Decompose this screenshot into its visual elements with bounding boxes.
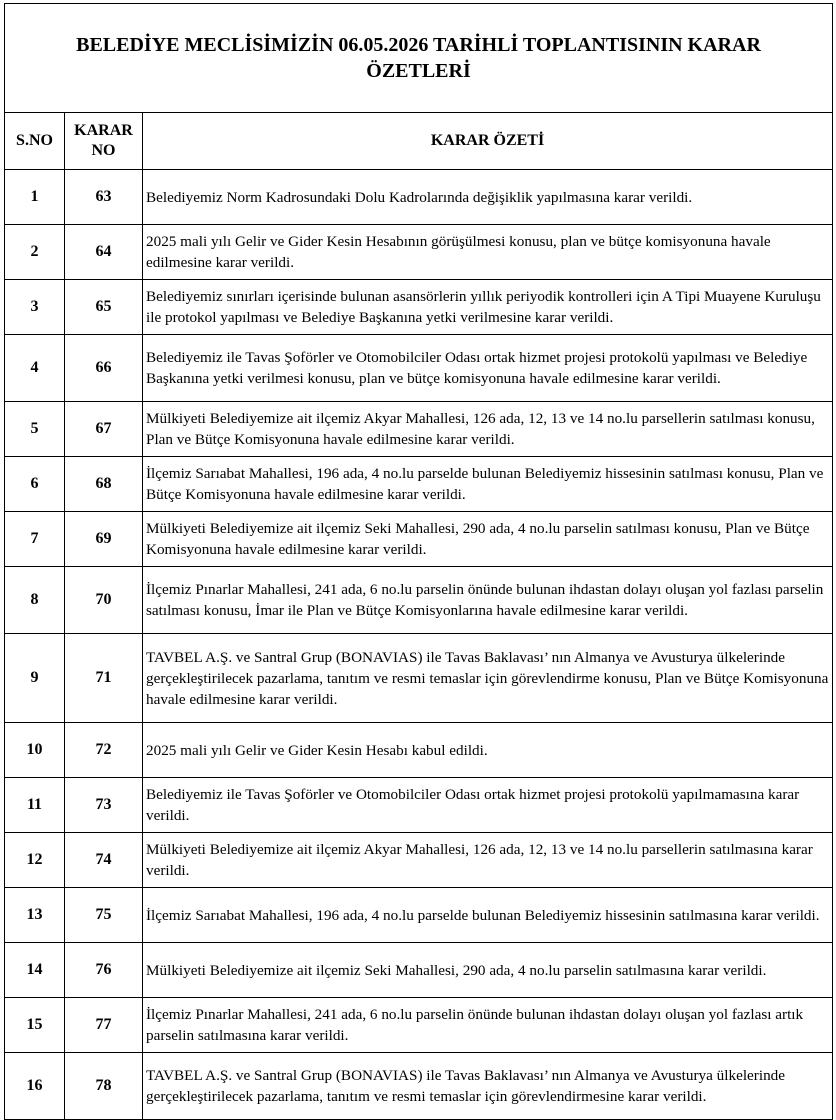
row-sno: 14 (5, 943, 65, 998)
row-karar-no: 70 (65, 567, 143, 634)
row-karar-no: 64 (65, 225, 143, 280)
table-row (5, 634, 833, 723)
row-karar-ozeti: İlçemiz Pınarlar Mahallesi, 241 ada, 6 no.lu parselin önünde bulunan ihdastan dolayı oluşan yol fazlası parselin satılması konusu, İmar ile Plan ve Bütçe Komisyonlarına havale edilmesine karar verildi. (143, 567, 833, 634)
table-row (5, 280, 833, 335)
row-karar-ozeti: İlçemiz Sarıabat Mahallesi, 196 ada, 4 no.lu parselde bulunan Belediyemiz hissesinin satılması konusu, Plan ve Bütçe Komisyonuna havale edilmesine karar verildi. (143, 457, 833, 512)
row-karar-no: 75 (65, 888, 143, 943)
row-karar-ozeti: İlçemiz Pınarlar Mahallesi, 241 ada, 6 no.lu parselin önünde bulunan ihdastan dolayı oluşan yol fazlası artık parselin satılmasına karar verildi. (143, 998, 833, 1053)
row-karar-ozeti: Mülkiyeti Belediyemize ait ilçemiz Akyar Mahallesi, 126 ada, 12, 13 ve 14 no.lu parsellerin satılması konusu, Plan ve Bütçe Komisyonuna havale edilmesine karar verildi. (143, 402, 833, 457)
row-sno: 11 (5, 778, 65, 833)
row-karar-no: 72 (65, 723, 143, 778)
row-sno: 13 (5, 888, 65, 943)
table-row (5, 457, 833, 512)
row-karar-no: 78 (65, 1053, 143, 1120)
row-karar-ozeti: Mülkiyeti Belediyemize ait ilçemiz Seki Mahallesi, 290 ada, 4 no.lu parselin satılmasına karar verildi. (143, 943, 833, 998)
table-row (5, 512, 833, 567)
row-karar-ozeti: Belediyemiz ile Tavas Şoförler ve Otomobilciler Odası ortak hizmet projesi protokolü yapılmamasına karar verildi. (143, 778, 833, 833)
row-karar-no: 76 (65, 943, 143, 998)
header-karar-no-line2: NO (91, 142, 116, 159)
table-row (5, 170, 833, 225)
table-row (5, 335, 833, 402)
row-sno: 3 (5, 280, 65, 335)
header-karar-ozeti: KARAR ÖZETİ (143, 113, 833, 170)
row-karar-no: 65 (65, 280, 143, 335)
row-karar-no: 63 (65, 170, 143, 225)
row-sno: 10 (5, 723, 65, 778)
header-row (5, 113, 833, 170)
row-karar-no: 68 (65, 457, 143, 512)
row-karar-ozeti: Mülkiyeti Belediyemize ait ilçemiz Seki Mahallesi, 290 ada, 4 no.lu parselin satılması konusu, Plan ve Bütçe Komisyonuna havale edilmesine karar verildi. (143, 512, 833, 567)
row-karar-no: 77 (65, 998, 143, 1053)
row-karar-ozeti: 2025 mali yılı Gelir ve Gider Kesin Hesabının görüşülmesi konusu, plan ve bütçe komisyonuna havale edilmesine karar verildi. (143, 225, 833, 280)
row-sno: 12 (5, 833, 65, 888)
table-row (5, 998, 833, 1053)
row-karar-ozeti: Belediyemiz sınırları içerisinde bulunan asansörlerin yıllık periyodik kontrolleri için A Tipi Muayene Kuruluşu ile protokol yapılması ve Belediye Başkanına yetki verilmesine karar verildi. (143, 280, 833, 335)
row-karar-ozeti: Mülkiyeti Belediyemize ait ilçemiz Akyar Mahallesi, 126 ada, 12, 13 ve 14 no.lu parsellerin satılmasına karar verildi. (143, 833, 833, 888)
title-row (5, 4, 833, 113)
row-karar-ozeti: TAVBEL A.Ş. ve Santral Grup (BONAVIAS) ile Tavas Baklavası’ nın Almanya ve Avusturya ülkelerinde gerçekleştirilecek pazarlama, tanıtım ve resmi temaslar için görevlendirme konusu, Plan ve Bütçe Komisyonuna havale edilmesine karar verildi. (143, 634, 833, 723)
row-sno: 6 (5, 457, 65, 512)
row-karar-no: 66 (65, 335, 143, 402)
table-row (5, 778, 833, 833)
table-row (5, 225, 833, 280)
table-row (5, 943, 833, 998)
table-row (5, 402, 833, 457)
row-karar-no: 67 (65, 402, 143, 457)
table-row (5, 567, 833, 634)
row-karar-ozeti: TAVBEL A.Ş. ve Santral Grup (BONAVIAS) ile Tavas Baklavası’ nın Almanya ve Avusturya ülkelerinde gerçekleştirilecek pazarlama, tanıtım ve resmi temaslar için görevlendirmesine karar verildi. (143, 1053, 833, 1120)
page-title: BELEDİYE MECLİSİMİZİN 06.05.2026 TARİHLİ TOPLANTISININ KARAR ÖZETLERİ (5, 4, 833, 113)
row-karar-ozeti: 2025 mali yılı Gelir ve Gider Kesin Hesabı kabul edildi. (143, 723, 833, 778)
header-karar-no (65, 113, 143, 170)
row-sno: 2 (5, 225, 65, 280)
row-karar-no: 71 (65, 634, 143, 723)
table-row (5, 888, 833, 943)
decisions-table (4, 3, 833, 1120)
row-sno: 15 (5, 998, 65, 1053)
row-karar-ozeti: İlçemiz Sarıabat Mahallesi, 196 ada, 4 no.lu parselde bulunan Belediyemiz hissesinin satılmasına karar verildi. (143, 888, 833, 943)
row-sno: 5 (5, 402, 65, 457)
row-sno: 1 (5, 170, 65, 225)
row-sno: 8 (5, 567, 65, 634)
header-karar-no-line1: KARAR (74, 122, 133, 139)
row-sno: 4 (5, 335, 65, 402)
row-sno: 16 (5, 1053, 65, 1120)
row-karar-ozeti: Belediyemiz Norm Kadrosundaki Dolu Kadrolarında değişiklik yapılmasına karar verildi. (143, 170, 833, 225)
header-sno: S.NO (5, 113, 65, 170)
row-sno: 9 (5, 634, 65, 723)
table-row (5, 833, 833, 888)
row-karar-no: 74 (65, 833, 143, 888)
table-row (5, 723, 833, 778)
row-karar-no: 69 (65, 512, 143, 567)
row-sno: 7 (5, 512, 65, 567)
table-row (5, 1053, 833, 1120)
row-karar-no: 73 (65, 778, 143, 833)
row-karar-ozeti: Belediyemiz ile Tavas Şoförler ve Otomobilciler Odası ortak hizmet projesi protokolü yapılması ve Belediye Başkanına yetki verilmesi konusu, plan ve bütçe komisyonuna havale edilmesine karar verildi. (143, 335, 833, 402)
